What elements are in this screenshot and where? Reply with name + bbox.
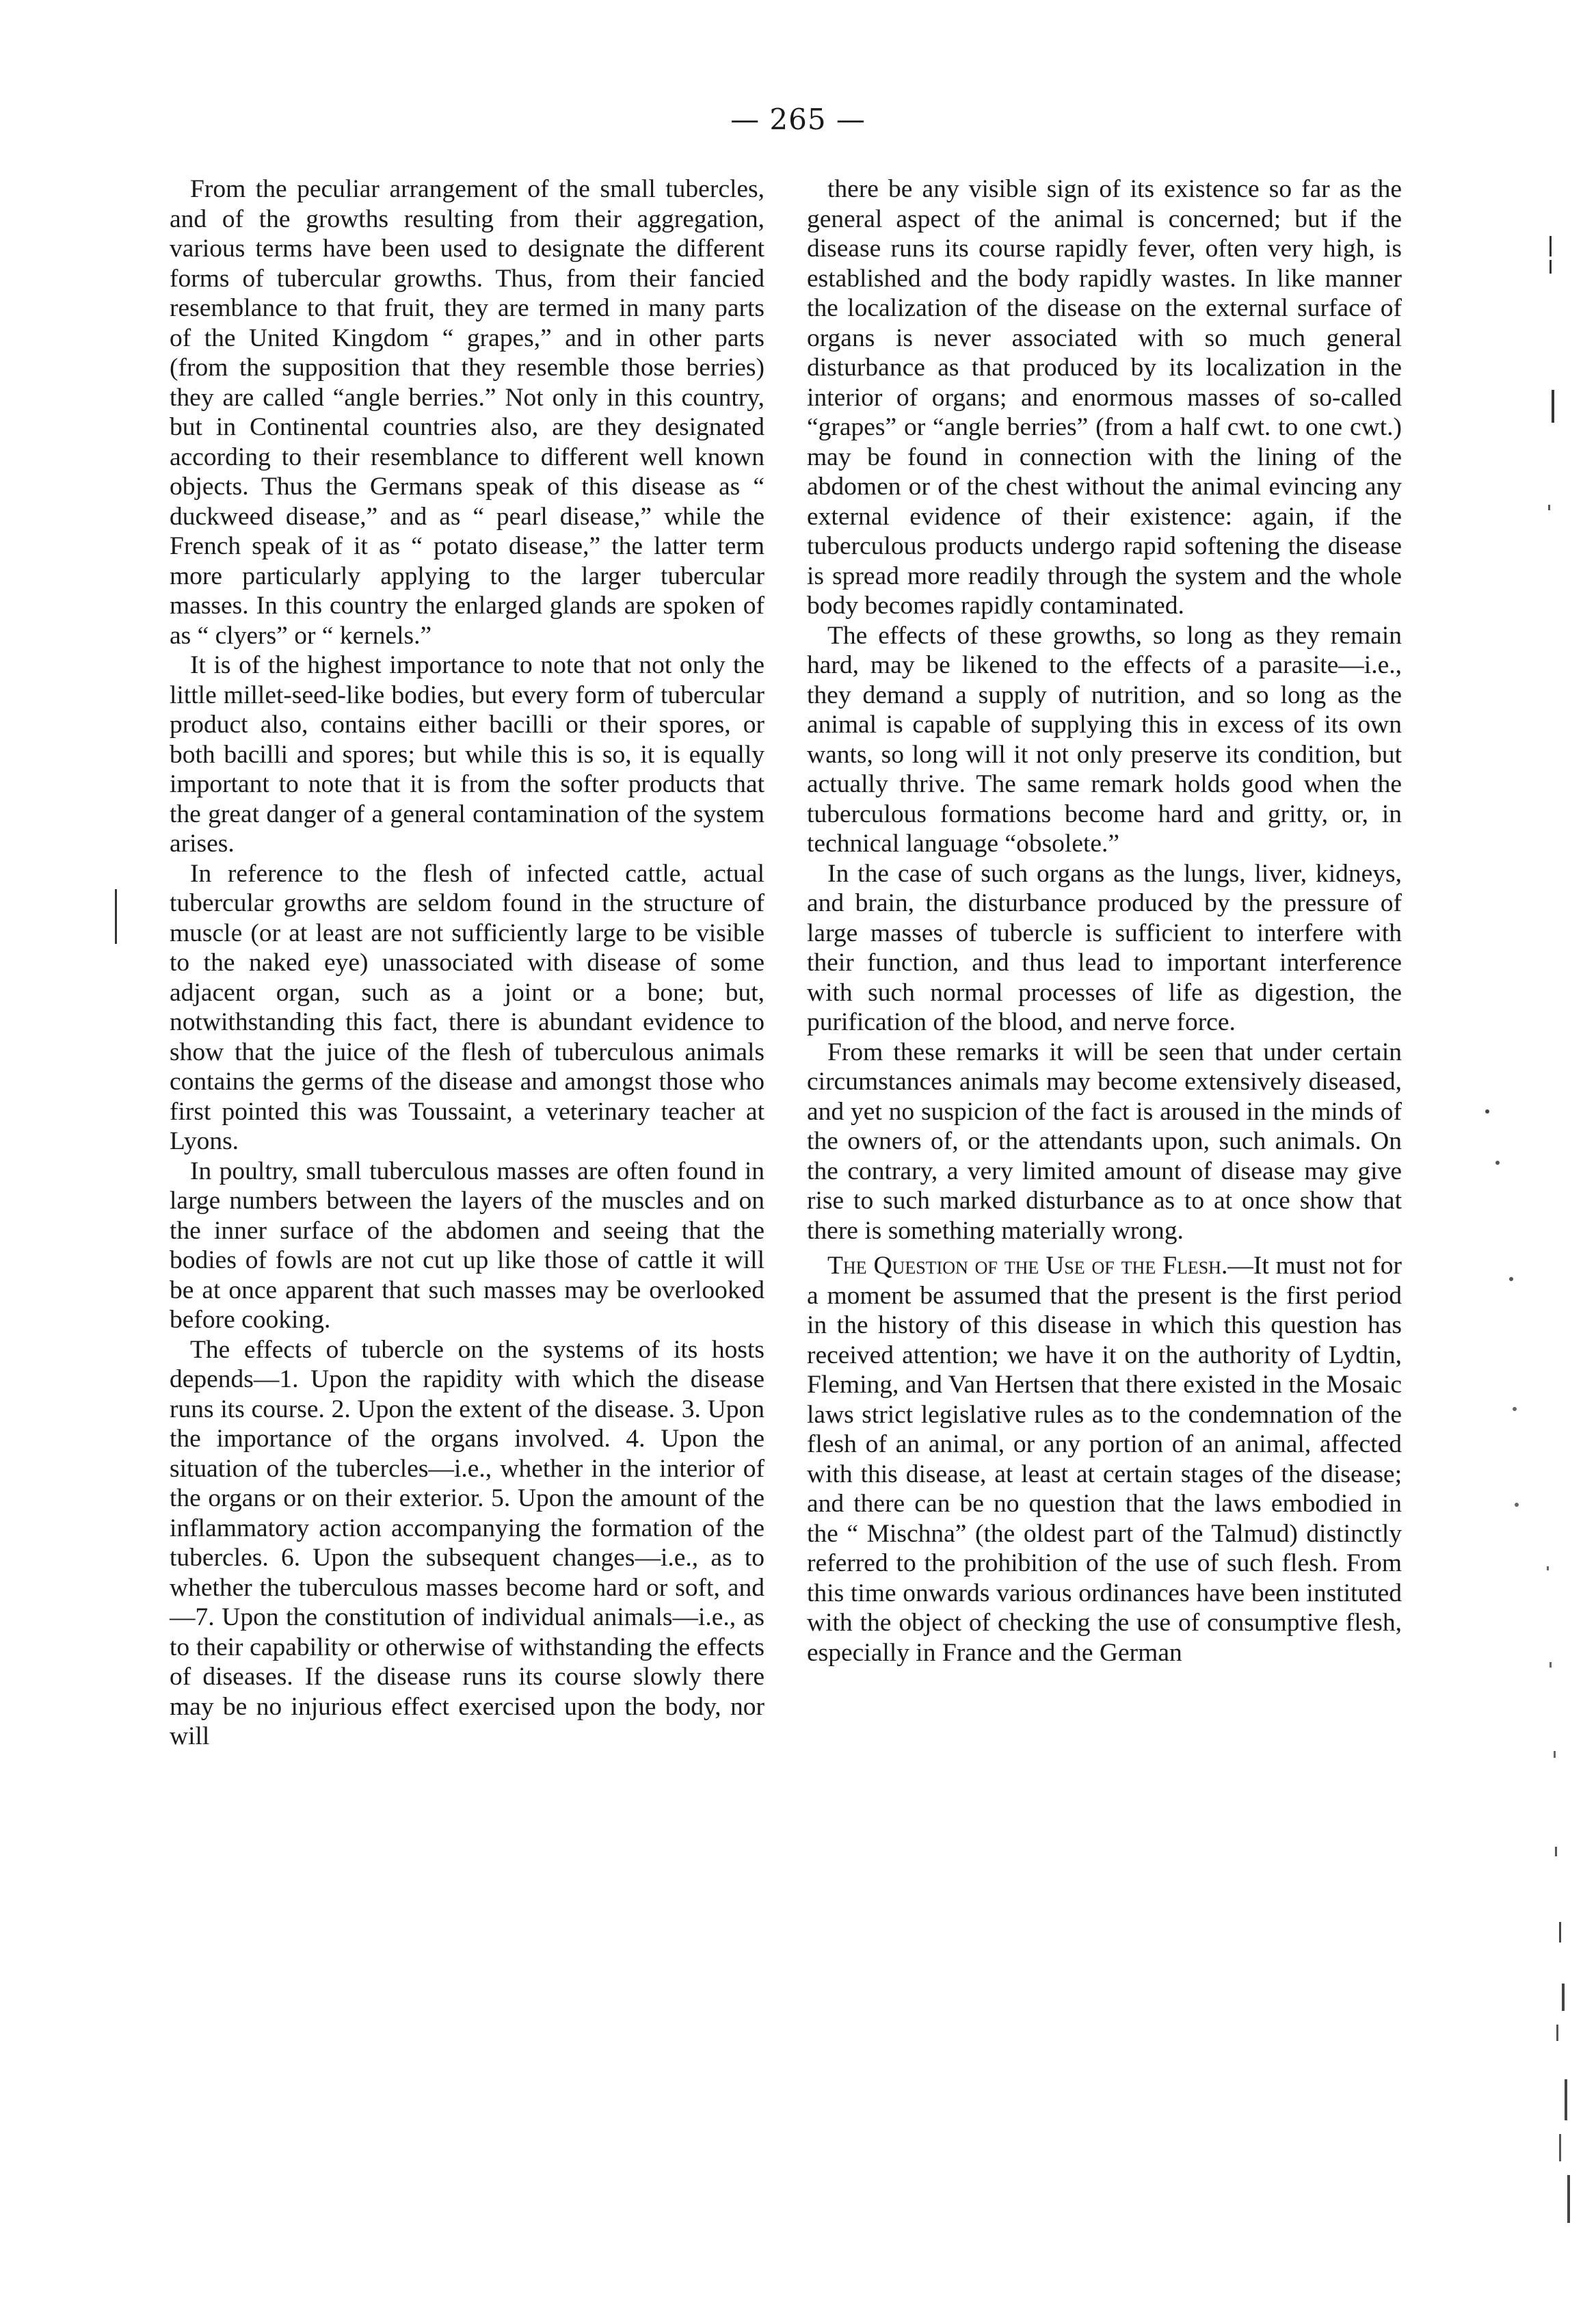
section-text: —It must not for a moment be assumed that the present is the first period in the history of this disease in which this question has received attention; we have it on the authority of Lydtin, Fleming, and Van Hertsen that there existed in the Mosaic laws strict legislative rules as to the condemnation of the flesh of an animal, or any portion of an animal, affected with this disease, at least at certain stages of the disease; and there can be no question that the laws embodied in the “ Mischna” (the oldest part of the Talmud) distinctly referred to the prohibition of the use of such flesh. From this time onwards various ordinances have been instituted with the object of checking the use of consumptive flesh, especially in France and the German (807, 1252, 1402, 1667)
page-number: — 265 — (730, 103, 866, 136)
paragraph: In poultry, small tuberculous masses are often found in large numbers between the layers of the muscles and on the inner surface of the abdomen and seeing that the bodies of fowls are not cut up like those of cattle it will be at once apparent that such masses may be overlooked before cooking. (170, 1157, 764, 1334)
paragraph: there be any visible sign of its existence so far as the general aspect of the animal is concerned; but if the disease runs its course rapidly fever, often very high, is established and the body rapidly wastes. In like manner the localization of the disease on the external surface of organs is never associated with so much general disturbance as that produced by its localization in the interior of organs; and enormous masses of so-called “grapes” or “angle berries” (from a half cwt. to one cwt.) may be found in connection with the lining of the abdomen or of the chest without the animal evincing any external evidence of their existence: again, if the tuberculous products undergo rapid softening the disease is spread more readily through the system and the whole body becomes rapidly contaminated. (807, 175, 1402, 620)
section-paragraph (807, 1251, 1402, 1668)
right-column (807, 174, 1402, 1668)
scan-edge-marks (1514, 0, 1596, 2305)
paragraph: In the case of such organs as the lungs, liver, kidneys, and brain, the disturbance produced by the pressure of large masses of tubercle is sufficient to interfere with their function, and thus lead to important interference with such normal processes of life as digestion, the purification of the blood, and nerve force. (807, 859, 1402, 1036)
paragraph: The effects of tubercle on the systems of its hosts depends—1. Upon the rapidity with which the disease runs its course. 2. Upon the extent of the disease. 3. Upon the importance of the organs involved. 4. Upon the situation of the tubercles—i.e., whether in the interior of the organs or on their exterior. 5. Upon the amount of the inflammatory action accompanying the formation of the tubercles. 6. Upon the subsequent changes—i.e., as to whether the tuberculous masses become hard or soft, and—7. Upon the constitution of individual animals—i.e., as to their capability or otherwise of withstanding the effects of diseases. If the disease runs its course slowly there may be no injurious effect exercised upon the body, nor will (170, 1335, 764, 1750)
left-column (170, 174, 764, 1752)
paragraph: It is of the highest importance to note that not only the little millet-seed-like bodies, but every form of tubercular product also, contains either bacilli or their spores, or both bacilli and spores; but while this is so, it is equally important to note that it is from the softer products that the great danger of a general contamination of the system arises. (170, 651, 764, 858)
paragraph: From the peculiar arrangement of the small tubercles, and of the growths resulting from their aggregation, various terms have been used to designate the different forms of tubercular growths. Thus, from their fancied resemblance to that fruit, they are termed in many parts of the United Kingdom “ grapes,” and in other parts (from the supposition that they resemble those berries) they are called “angle berries.” Not only in this country, but in Continental countries also, are they designated according to their resemblance to different well known objects. Thus the Germans speak of this disease as “ duckweed disease,” and as “ pearl disease,” while the French speak of it as “ potato disease,” the latter term more particularly applying to the larger tubercular masses. In this country the enlarged glands are spoken of as “ clyers” or “ kernels.” (170, 175, 764, 650)
paragraph: In reference to the flesh of infected cattle, actual tubercular growths are seldom found in the structure of muscle (or at least are not sufficiently large to be visible to the naked eye) unassociated with disease of some adjacent organ, such as a joint or a bone; but, notwithstanding this fact, there is abundant evidence to show that the juice of the flesh of tuberculous animals contains the germs of the disease and amongst those who first pointed this was Toussaint, a veterinary teacher at Lyons. (170, 859, 764, 1155)
paragraph: From these remarks it will be seen that under certain circumstances animals may become extensively diseased, and yet no suspicion of the fact is aroused in the minds of the owners of, or the attendants upon, such animals. On the contrary, a very limited amount of disease may give rise to such marked disturbance as to at once show that there is something materially wrong. (807, 1038, 1402, 1245)
section-heading: The Question of the Use of the Flesh. (827, 1252, 1228, 1280)
paragraph: The effects of these growths, so long as they remain hard, may be likened to the effects of a parasite—i.e., they demand a supply of nutrition, and so long as the animal is capable of supplying this in excess of its own wants, so long will it not only preserve its condition, but actually thrive. The same remark holds good when the tuberculous formations become hard and gritty, or, in technical language “obsolete.” (807, 621, 1402, 858)
margin-mark (109, 889, 123, 951)
